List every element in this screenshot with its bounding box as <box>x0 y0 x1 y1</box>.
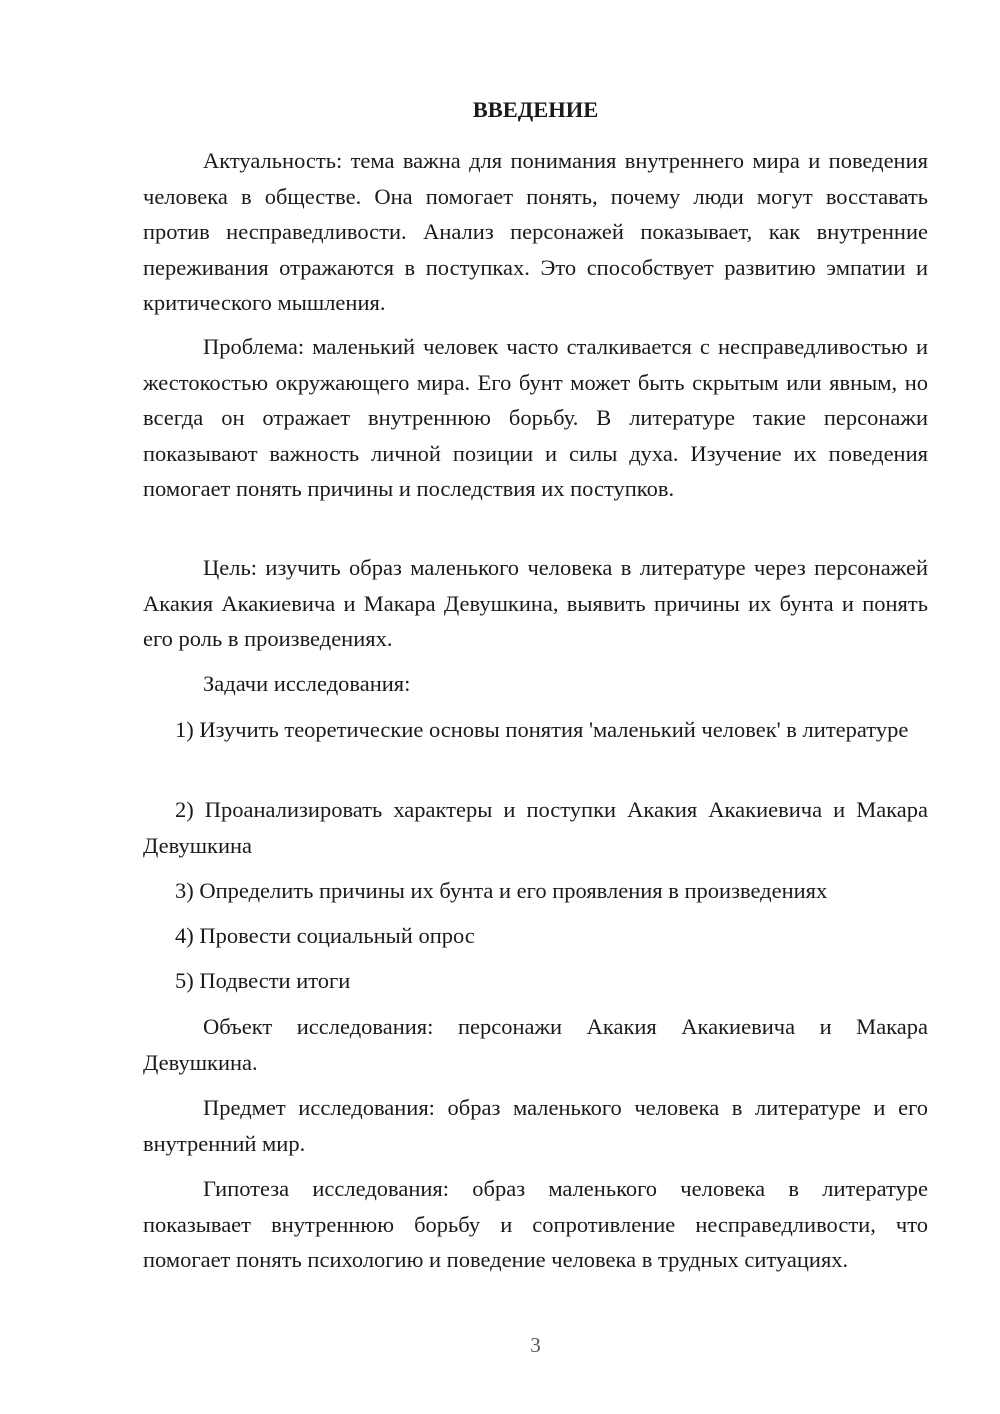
section-title: ВВЕДЕНИЕ <box>472 97 599 122</box>
task-item-4: 4) Провести социальный опрос <box>175 923 475 948</box>
task-item-1: 1) Изучить теоретические основы понятия 'маленький человек' в литературе <box>175 717 909 742</box>
task-item-3: 3) Определить причины их бунта и его проявления в произведениях <box>175 878 828 903</box>
paragraph-problem: Проблема: маленький человек часто сталкивается с несправедливостью и жестокостью окружающего мира. Его бунт может быть скрытым или явным, но всегда он отражает внутреннюю борьбу. В литературе такие персонажи показывают важность личной позиции и силы духа. Изучение их поведения помогает понять причины и последствия их поступков. <box>143 334 928 501</box>
paragraph-goal: Цель: изучить образ маленького человека в литературе через персонажей Акакия Акакиевича и Макара Девушкина, выявить причины их бунта и понять его роль в произведениях. <box>143 555 928 651</box>
paragraph-relevance: Актуальность: тема важна для понимания внутреннего мира и поведения человека в обществе. Она помогает понять, почему люди могут восставать против несправедливости. Анализ персонажей показывает, как внутренние переживания отражаются в поступках. Это способствует развитию эмпатии и критического мышления. <box>143 148 928 315</box>
page-number: 3 <box>530 1333 541 1357</box>
tasks-heading: Задачи исследования: <box>203 671 411 696</box>
task-item-5: 5) Подвести итоги <box>175 968 351 993</box>
task-item-2: 2) Проанализировать характеры и поступки Акакия Акакиевича и Макара Девушкина <box>143 797 928 858</box>
paragraph-hypothesis: Гипотеза исследования: образ маленького человека в литературе показывает внутреннюю борьбу и сопротивление несправедливости, что помогает понять психологию и поведение человека в трудных ситуациях. <box>143 1176 928 1272</box>
paragraph-object: Объект исследования: персонажи Акакия Акакиевича и Макара Девушкина. <box>143 1014 928 1075</box>
paragraph-subject: Предмет исследования: образ маленького человека в литературе и его внутренний мир. <box>143 1095 928 1156</box>
